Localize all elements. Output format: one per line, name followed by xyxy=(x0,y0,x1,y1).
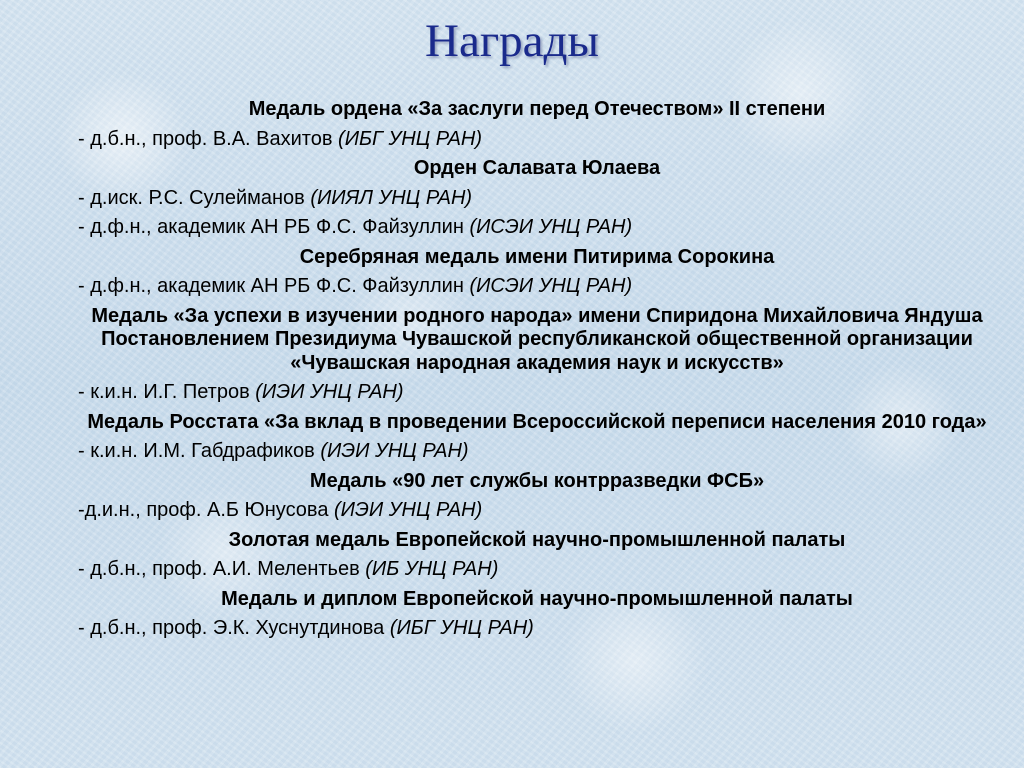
award-title: Медаль «90 лет службы контрразведки ФСБ» xyxy=(309,469,765,492)
recipient-name: -д.и.н., проф. А.Б Юнусова xyxy=(78,499,335,521)
recipient-line xyxy=(78,437,996,467)
recipient-line xyxy=(78,184,996,214)
recipient-name: - д.б.н., проф. Э.К. Хуснутдинова xyxy=(78,617,390,639)
recipient-name: - д.ф.н., академик АН РБ Ф.С. Файзуллин xyxy=(78,275,470,297)
recipient-org: (ИИЯЛ УНЦ РАН) xyxy=(310,186,473,209)
recipient-org: (ИЭИ УНЦ РАН) xyxy=(320,440,469,462)
slide-title: Награды xyxy=(425,15,599,67)
recipient-name: - д.ф.н., академик АН РБ Ф.С. Файзуллин xyxy=(78,216,470,238)
awards-list xyxy=(78,95,996,644)
recipient-org: (ИСЭИ УНЦ РАН) xyxy=(469,216,633,238)
recipient-name: - к.и.н. И.Г. Петров xyxy=(78,381,256,403)
award-title: Медаль и диплом Европейской научно-промышленной палаты xyxy=(221,587,853,610)
recipient-line xyxy=(78,378,996,408)
recipient-org: (ИБГ УНЦ РАН) xyxy=(389,617,534,639)
award-title: Медаль ордена «За заслуги перед Отечеством» II степени xyxy=(248,98,826,120)
recipient-line xyxy=(78,213,996,243)
recipient-org: (ИБГ УНЦ РАН) xyxy=(338,127,483,150)
recipient-org: (ИЭИ УНЦ РАН) xyxy=(334,499,483,521)
recipient-name: - д.б.н., проф. В.А. Вахитов xyxy=(78,127,339,150)
recipient-line xyxy=(78,555,996,585)
award-title: Орден Салавата Юлаева xyxy=(413,157,661,179)
recipient-name: - д.б.н., проф. А.И. Мелентьев xyxy=(78,558,366,580)
award-title: Золотая медаль Европейской научно-промышленной палаты xyxy=(228,528,846,551)
recipient-name: - к.и.н. И.М. Габдрафиков xyxy=(78,440,321,462)
recipient-name: - д.иск. Р.С. Сулейманов xyxy=(78,186,311,209)
recipient-line xyxy=(78,614,996,644)
recipient-line xyxy=(78,496,996,526)
award-title: Медаль «За успехи в изучении родного народа» имени Спиридона Михайловича Яндуша Постановлением Президиума Чувашской республиканской общественной организации «Чувашская народная академия наук и искусств» xyxy=(91,304,983,374)
recipient-line xyxy=(78,125,996,155)
recipient-org: (ИСЭИ УНЦ РАН) xyxy=(469,275,633,297)
recipient-org: (ИБ УНЦ РАН) xyxy=(365,558,499,580)
award-title: Медаль Росстата «За вклад в проведении Всероссийской переписи населения 2010 года» xyxy=(87,410,987,433)
recipient-line xyxy=(78,272,996,302)
award-title: Серебряная медаль имени Питирима Сорокина xyxy=(299,245,775,268)
recipient-org: (ИЭИ УНЦ РАН) xyxy=(255,381,404,403)
